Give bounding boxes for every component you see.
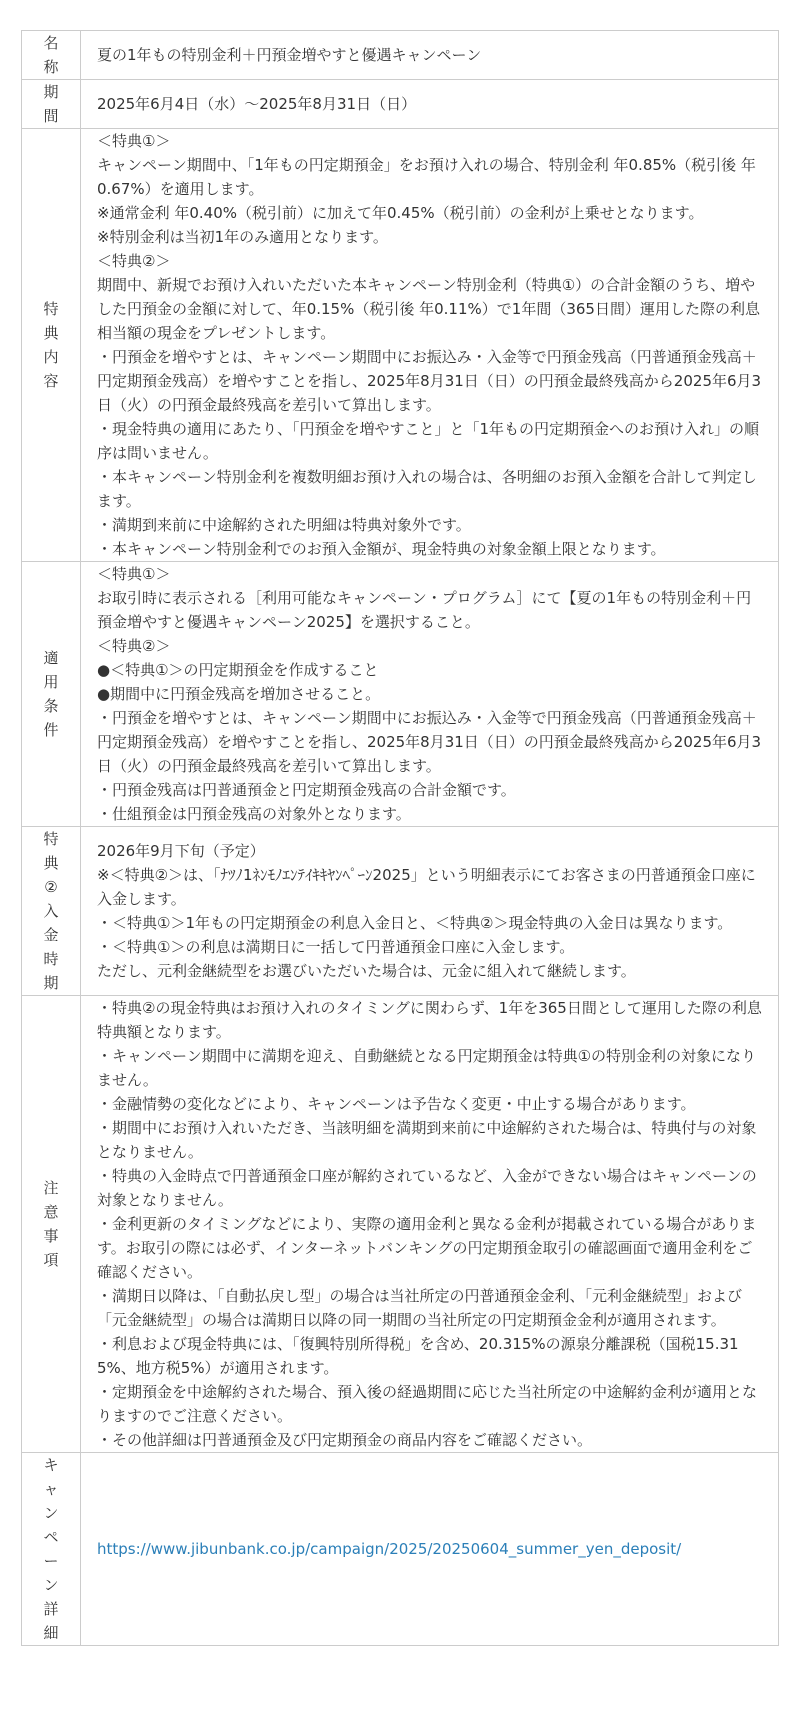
content-line: ※通常金利 年0.40%（税引前）に加えて年0.45%（税引前）の金利が上乗せとなります。 — [97, 204, 704, 222]
content-line: ・利息および現金特典には、「復興特別所得税」を含め、20.315%の源泉分離課税（国税15.315%、地方税5%）が適用されます。 — [97, 1335, 739, 1377]
content-line: ＜特典②＞ — [97, 252, 171, 270]
content-line: 2026年9月下旬（予定） — [97, 842, 265, 860]
content-line: ●期間中に円預金残高を増加させること。 — [97, 685, 381, 703]
content-line: 夏の1年もの特別金利＋円預金増やすと優遇キャンペーン — [97, 46, 482, 64]
table-row — [22, 31, 779, 80]
content-line: ・定期預金を中途解約された場合、預入後の経過期間に応じた当社所定の中途解約金利が適用となりますのでご注意ください。 — [97, 1383, 758, 1425]
table-row — [22, 562, 779, 827]
table-row — [22, 129, 779, 562]
content-line: ただし、元利金継続型をお選びいただいた場合は、元金に組入れて継続します。 — [97, 962, 636, 980]
row-label-period: 期間 — [22, 80, 81, 129]
campaign-name-value — [81, 31, 779, 80]
content-line: ・金融情勢の変化などにより、キャンペーンは予告なく変更・中止する場合があります。 — [97, 1095, 696, 1113]
content-line: ・＜特典①＞の利息は満期日に一括して円普通預金口座に入金します。 — [97, 938, 575, 956]
row-label-notes: 注意事項 — [22, 996, 81, 1453]
row-label-campaign-details: キャンペーン詳細 — [22, 1453, 81, 1646]
payment-timing-content — [81, 827, 779, 996]
content-line: 2025年6月4日（水）～2025年8月31日（日） — [97, 95, 417, 113]
content-line: ・仕組預金は円預金残高の対象外となります。 — [97, 805, 411, 823]
table-row — [22, 1453, 779, 1646]
content-line: ・本キャンペーン特別金利を複数明細お預け入れの場合は、各明細のお預入金額を合計して判定します。 — [97, 468, 757, 510]
table-row — [22, 827, 779, 996]
content-line: ・円預金を増やすとは、キャンペーン期間中にお振込み・入金等で円預金残高（円普通預金残高＋円定期預金残高）を増やすことを指し、2025年8月31日（日）の円預金最終残高から2025年6月3日（火）の円預金最終残高を差引いて算出します。 — [97, 709, 762, 775]
content-line: ・特典②の現金特典はお預け入れのタイミングに関わらず、1年を365日間として運用した際の利息特典額となります。 — [97, 999, 762, 1041]
content-line: ●＜特典①＞の円定期預金を作成すること — [97, 661, 379, 679]
content-line: ・円預金を増やすとは、キャンペーン期間中にお振込み・入金等で円預金残高（円普通預金残高＋円定期預金残高）を増やすことを指し、2025年8月31日（日）の円預金最終残高から2025年6月3日（火）の円預金最終残高を差引いて算出します。 — [97, 348, 762, 414]
content-line: ※＜特典②＞は、「ﾅﾂﾉ1ﾈﾝﾓﾉｴﾝﾃｲｷｷﾔﾝﾍﾟｰﾝ2025」という明細表示にてお客さまの円普通預金口座に入金します。 — [97, 866, 756, 908]
content-line: 期間中、新規でお預け入れいただいた本キャンペーン特別金利（特典①）の合計金額のうち、増やした円預金の金額に対して、年0.15%（税引後 年0.11%）で1年間（365日間）運用した際の利息相当額の現金をプレゼントします。 — [97, 276, 760, 342]
content-line: ・満期日以降は、「自動払戻し型」の場合は当社所定の円普通預金金利、「元利金継続型」および「元金継続型」の場合は満期日以降の同一期間の当社所定の円定期預金金利が適用されます。 — [97, 1287, 743, 1329]
row-label-payment-timing: 特典②入金時期 — [22, 827, 81, 996]
content-line: ＜特典①＞ — [97, 565, 171, 583]
content-line: ・キャンペーン期間中に満期を迎え、自動継続となる円定期預金は特典①の特別金利の対象になりません。 — [97, 1047, 757, 1089]
benefits-content — [81, 129, 779, 562]
table-body — [22, 31, 779, 1646]
table-row — [22, 80, 779, 129]
content-line: ・現金特典の適用にあたり、「円預金を増やすこと」と「1年もの円定期預金へのお預け入れ」の順序は問いません。 — [97, 420, 760, 462]
row-label-name: 名称 — [22, 31, 81, 80]
content-line: ※特別金利は当初1年のみ適用となります。 — [97, 228, 388, 246]
content-line: ・期間中にお預け入れいただき、当該明細を満期到来前に中途解約された場合は、特典付与の対象となりません。 — [97, 1119, 757, 1161]
content-line: お取引時に表示される［利用可能なキャンペーン・プログラム］にて【夏の1年もの特別金利＋円預金増やすと優遇キャンペーン2025】を選択すること。 — [97, 589, 752, 631]
conditions-content — [81, 562, 779, 827]
content-line: ・＜特典①＞1年もの円定期預金の利息入金日と、＜特典②＞現金特典の入金日は異なります。 — [97, 914, 733, 932]
content-line: ・特典の入金時点で円普通預金口座が解約されているなど、入金ができない場合はキャンペーンの対象となりません。 — [97, 1167, 757, 1209]
content-line: ・円預金残高は円普通預金と円定期預金残高の合計金額です。 — [97, 781, 516, 799]
content-line: ＜特典②＞ — [97, 637, 171, 655]
campaign-details-content — [81, 1453, 779, 1646]
content-line: ・その他詳細は円普通預金及び円定期預金の商品内容をご確認ください。 — [97, 1431, 593, 1449]
table-row — [22, 996, 779, 1453]
content-line: キャンペーン期間中、「1年もの円定期預金」をお預け入れの場合、特別金利 年0.85%（税引後 年0.67%）を適用します。 — [97, 156, 756, 198]
row-label-benefits: 特典内容 — [22, 129, 81, 562]
content-line: ＜特典①＞ — [97, 132, 171, 150]
row-label-conditions: 適用条件 — [22, 562, 81, 827]
content-line: ・本キャンペーン特別金利でのお預入金額が、現金特典の対象金額上限となります。 — [97, 540, 666, 558]
content-line: ・満期到来前に中途解約された明細は特典対象外です。 — [97, 516, 471, 534]
content-line: ・金利更新のタイミングなどにより、実際の適用金利と異なる金利が掲載されている場合があります。お取引の際には必ず、インターネットバンキングの円定期預金取引の確認画面で適用金利をご確認ください。 — [97, 1215, 757, 1281]
notes-content — [81, 996, 779, 1453]
campaign-details-link[interactable]: https://www.jibunbank.co.jp/campaign/2025/20250604_summer_yen_deposit/ — [97, 1540, 682, 1558]
campaign-terms-table — [21, 30, 779, 1646]
campaign-period-value — [81, 80, 779, 129]
